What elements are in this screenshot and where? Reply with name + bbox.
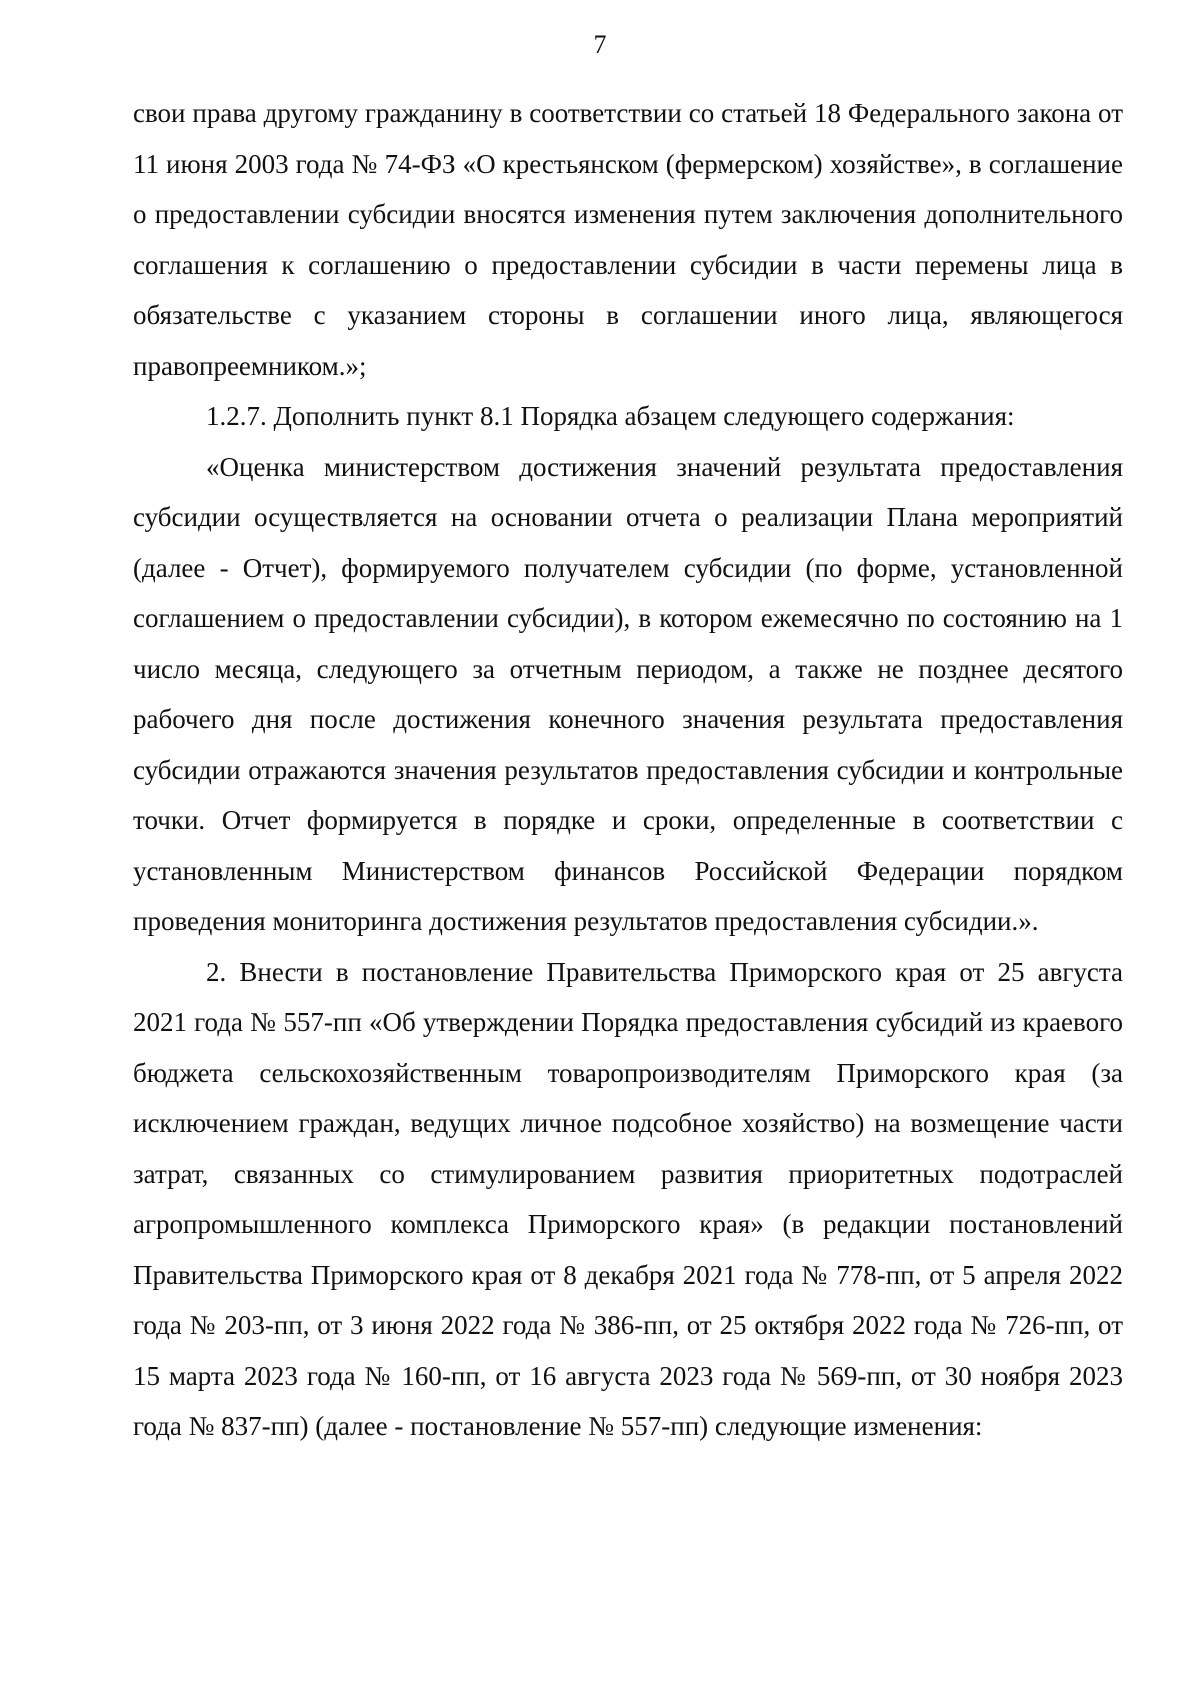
paragraph-item-1-2-7: 1.2.7. Дополнить пункт 8.1 Порядка абзацем следующего содержания: <box>206 401 1015 431</box>
paragraph-item-2: 2. Внести в постановление Правительства Приморского края от 25 августа 2021 года № 557-пп «Об утверждении Порядка предоставления субсидий из краевого бюджета сельскохозяйственным товаропроизводителям Приморского края (за исключением граждан, ведущих личное подсобное хозяйство) на возмещение части затрат, связанных со стимулированием развития приоритетных подотраслей агропромышленного комплекса Приморского края» (в редакции постановлений Правительства Приморского края от 8 декабря 2021 года № 778-пп, от 5 апреля 2022 года № 203-пп, от 3 июня 2022 года № 386-пп, от 25 октября 2022 года № 726-пп, от 15 марта 2023 года № 160-пп, от 16 августа 2023 года № 569-пп, от 30 ноября 2023 года № 837-пп) (далее - постановление № 557-пп) следующие изменения: <box>133 956 1123 1441</box>
paragraph-continuation: свои права другому гражданину в соответствии со статьей 18 Федерального закона от 11 июня 2003 года № 74-ФЗ «О крестьянском (фермерском) хозяйстве», в соглашение о предоставлении субсидии вносятся изменения путем заключения дополнительного соглашения к соглашению о предоставлении субсидии в части перемены лица в обязательстве с указанием стороны в соглашении иного лица, являющегося правопреемником.»; <box>133 98 1123 381</box>
paragraph-quote-evaluation: «Оценка министерством достижения значений результата предоставления субсидии осуществляется на основании отчета о реализации Плана мероприятий (далее - Отчет), формируемого получателем субсидии (по форме, установленной соглашением о предоставлении субсидии), в котором ежемесячно по состоянию на 1 число месяца, следующего за отчетным периодом, а также не позднее десятого рабочего дня после достижения конечного значения результата предоставления субсидии отражаются значения результатов предоставления субсидии и контрольные точки. Отчет формируется в порядке и сроки, определенные в соответствии с установленным Министерством финансов Российской Федерации порядком проведения мониторинга достижения результатов предоставления субсидии.». <box>133 451 1123 936</box>
page-number: 7 <box>593 30 607 59</box>
document-body <box>133 88 1123 1452</box>
